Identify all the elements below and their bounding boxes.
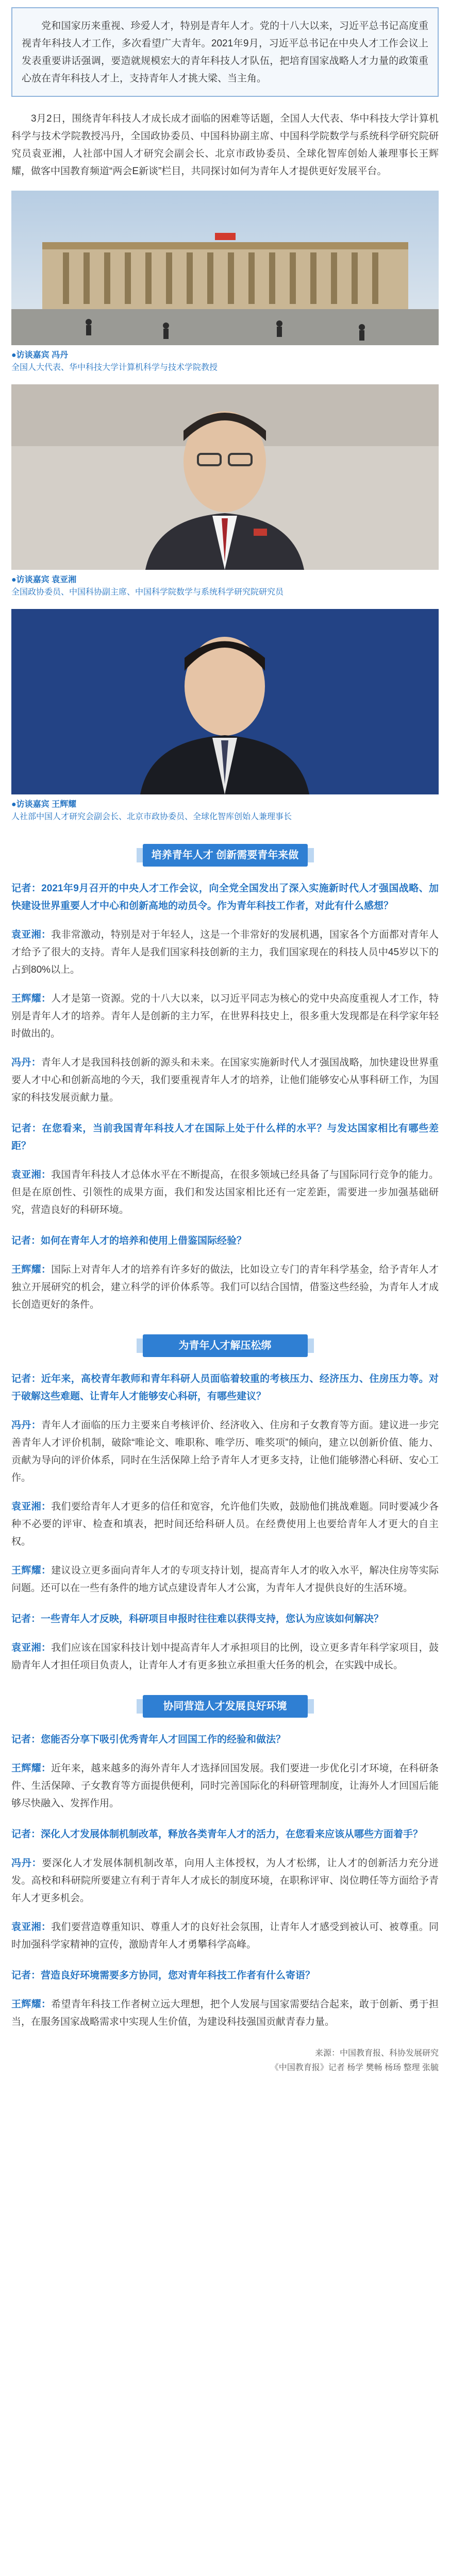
answer	[11, 990, 439, 1043]
answer-text: 人才是第一资源。党的十八大以来，以习近平同志为核心的党中央高度重视人才工作，特别是青年人才的培养。青年人是创新的主力军，在世界科技史上，很多重大发现都是在科学家年轻时做出的。	[11, 993, 439, 1039]
answer-text: 我们要给青年人才更多的信任和宽容，允许他们失败，鼓励他们挑战难题。同时要减少各种不必要的评审、检查和填表，把时间还给科研人员。在经费使用上也要给青年人才更大的自主权。	[11, 1501, 439, 1547]
section-banner-1	[143, 844, 308, 867]
answer-text: 青年人才是我国科技创新的源头和未来。在国家实施新时代人才强国战略，加快建设世界重要人才中心和创新高地的今天，我们要重视青年人才的培养，让他们能够安心从事科研工作，为国家的科技发展贡献力量。	[11, 1057, 439, 1103]
question: 记者：您能否分享下吸引优秀青年人才回国工作的经验和做法？	[11, 1734, 286, 1745]
great-hall-image	[11, 191, 439, 345]
speaker: 王辉耀：	[11, 1565, 52, 1576]
answer	[11, 1855, 439, 1907]
section-1-body	[11, 880, 439, 1314]
guest-tag: ●访谈嘉宾 袁亚湘	[11, 575, 77, 584]
source-line: 来源：中国教育报、科协发展研究	[314, 2049, 439, 2058]
hall-photo	[11, 191, 439, 345]
section-banner-2	[143, 1334, 308, 1357]
section-title: 培养青年人才 创新需要青年来做	[151, 850, 299, 861]
section-title: 协同营造人才发展良好环境	[163, 1701, 287, 1712]
section-title: 为青年人才解压松绑	[178, 1340, 272, 1351]
question: 记者：一些青年人才反映，科研项目申报时往往难以获得支持，您认为应该如何解决？	[11, 1614, 384, 1624]
guest-tag: ●访谈嘉宾 冯丹	[11, 351, 69, 360]
speaker: 王辉耀：	[11, 1763, 52, 1774]
speaker: 王辉耀：	[11, 993, 52, 1004]
answer	[11, 1760, 439, 1812]
speaker: 冯丹：	[11, 1858, 42, 1869]
question: 记者：2021年9月召开的中央人才工作会议，向全党全国发出了深入实施新时代人才强国战略、加快建设世界重要人才中心和创新高地的动员令。作为青年科技工作者，对此有什么感想？	[11, 883, 439, 911]
answer-text: 我国青年科技人才总体水平在不断提高，在很多领域已经具备了与国际同行竞争的能力。但是在原创性、引领性的成果方面，我们和发达国家相比还有一定差距，需要进一步加强基础研究，营造良好的科研环境。	[11, 1170, 439, 1215]
answer-text: 希望青年科技工作者树立远大理想，把个人发展与国家需要结合起来，敢于创新、勇于担当，在服务国家战略需求中实现人生价值，为建设科技强国贡献青春力量。	[11, 1999, 439, 2027]
guest-title: 人社部中国人才研究会副会长、北京市政协委员、全球化智库创始人兼理事长	[11, 812, 292, 821]
answer-text: 青年人才面临的压力主要来自考核评价、经济收入、住房和子女教育等方面。建议进一步完善青年人才评价机制，破除“唯论文、唯职称、唯学历、唯奖项”的倾向，建立以创新价值、能力、贡献为导向的评价体系，同时在生活保障上给予青年人才更多支持，让他们能够潜心科研、安心工作。	[11, 1420, 439, 1483]
answer	[11, 1919, 439, 1954]
intro-box	[11, 7, 439, 97]
section-2-body	[11, 1370, 439, 1674]
answer	[11, 926, 439, 979]
answer	[11, 1261, 439, 1314]
answer	[11, 1166, 439, 1219]
answer	[11, 1054, 439, 1107]
question: 记者：近年来，高校青年教师和青年科研人员面临着较重的考核压力、经济压力、住房压力等。对于破解这些难题、让青年人才能够安心科研，有哪些建议？	[11, 1374, 439, 1402]
question: 记者：营造良好环境需要多方协同，您对青年科技工作者有什么寄语？	[11, 1970, 315, 1981]
portrait-image	[11, 384, 439, 570]
answer-text: 国际上对青年人才的培养有许多好的做法，比如设立专门的青年科学基金，给予青年人才独立开展研究的机会，建立科学的评价体系等。我们可以结合国情，借鉴这些经验，为青年人才成长创造更好的条件。	[11, 1264, 439, 1310]
speaker: 袁亚湘：	[11, 1501, 52, 1512]
answer-text: 建议设立更多面向青年人才的专项支持计划，提高青年人才的收入水平，解决住房等实际问题。还可以在一些有条件的地方试点建设青年人才公寓，为青年人才提供良好的生活环境。	[11, 1565, 439, 1594]
answer-text: 我们要营造尊重知识、尊重人才的良好社会氛围，让青年人才感受到被认可、被尊重。同时加强科学家精神的宣传，激励青年人才勇攀科学高峰。	[11, 1922, 439, 1950]
portrait-image	[11, 609, 439, 794]
answer	[11, 1996, 439, 2031]
guest-caption-2	[11, 574, 439, 599]
answer-text: 我非常激动，特别是对于年轻人，这是一个非常好的发展机遇，国家各个方面都对青年人才给予了很大的支持。青年人是我们国家科技创新的主力，我们国家现在的科技人员中45岁以下的占到80%以上。	[11, 929, 439, 975]
portrait-photo-2	[11, 384, 439, 570]
guest-title: 全国政协委员、中国科协副主席、中国科学院数学与系统科学研究院研究员	[11, 588, 284, 597]
answer	[11, 1417, 439, 1487]
credit-line: 《中国教育报》记者 杨学 樊畅 杨玚 整理 张毓	[270, 2063, 439, 2072]
answer	[11, 1562, 439, 1597]
portrait-photo-3	[11, 609, 439, 794]
question: 记者：深化人才发展体制机制改革，释放各类青年人才的活力，在您看来应该从哪些方面着手？	[11, 1829, 423, 1840]
answer-text: 近年来，越来越多的海外青年人才选择回国发展。我们要进一步优化引才环境，在科研条件、生活保障、子女教育等方面提供便利，同时完善国际化的科研管理制度，让海外人才回国后能够尽快融入、发挥作用。	[11, 1763, 439, 1809]
speaker: 王辉耀：	[11, 1264, 52, 1275]
speaker: 冯丹：	[11, 1057, 41, 1068]
guest-tag: ●访谈嘉宾 王辉耀	[11, 800, 77, 809]
speaker: 冯丹：	[11, 1420, 41, 1431]
speaker: 袁亚湘：	[11, 1642, 52, 1653]
article-page	[0, 7, 450, 2096]
answer	[11, 1498, 439, 1551]
guest-caption-3	[11, 799, 439, 823]
speaker: 袁亚湘：	[11, 929, 52, 940]
intro-paragraph: 党和国家历来重视、珍爱人才，特别是青年人才。党的十八大以来，习近平总书记高度重视青年科技人才工作，多次看望广大青年。2021年9月，习近平总书记在中央人才工作会议上发表重要讲话强调，要造就规模宏大的青年科技人才队伍，把培育国家战略人才力量的政策重心放在青年科技人才上，支持青年人才挑大梁、当主角。	[22, 21, 428, 84]
speaker: 袁亚湘：	[11, 1922, 52, 1933]
question: 记者：在您看来，当前我国青年科技人才在国际上处于什么样的水平？与发达国家相比有哪些差距？	[11, 1123, 439, 1151]
guest-caption-1	[11, 349, 439, 374]
section-banner-3	[143, 1695, 308, 1718]
answer-text: 要深化人才发展体制机制改革，向用人主体授权，为人才松绑，让人才的创新活力充分迸发。高校和科研院所要建立有利于青年人才成长的制度环境，在职称评审、岗位聘任等方面给予青年人才更多机会。	[11, 1858, 439, 1904]
answer-text: 我们应该在国家科技计划中提高青年人才承担项目的比例，设立更多青年科学家项目，鼓励青年人才担任项目负责人，让青年人才有更多独立承担重大任务的机会，在实践中成长。	[11, 1642, 439, 1671]
lead-paragraph: 3月2日，围绕青年科技人才成长成才面临的困难等话题，全国人大代表、华中科技大学计算机科学与技术学院教授冯丹，全国政协委员、中国科协副主席、中国科学院数学与系统科学研究院研究员袁亚湘，人社部中国人才研究会副会长、北京市政协委员、全球化智库创始人兼理事长王辉耀，做客中国教育频道“两会E新谈”栏目，共同探讨如何为青年人才提供更好发展平台。	[11, 113, 439, 177]
answer	[11, 1639, 439, 1674]
speaker: 袁亚湘：	[11, 1170, 52, 1180]
section-3-body	[11, 1731, 439, 2031]
speaker: 王辉耀：	[11, 1999, 52, 2010]
question: 记者：如何在青年人才的培养和使用上借鉴国际经验？	[11, 1235, 247, 1246]
article-footer	[11, 2046, 439, 2075]
guest-title: 全国人大代表、华中科技大学计算机科学与技术学院教授	[11, 363, 218, 372]
